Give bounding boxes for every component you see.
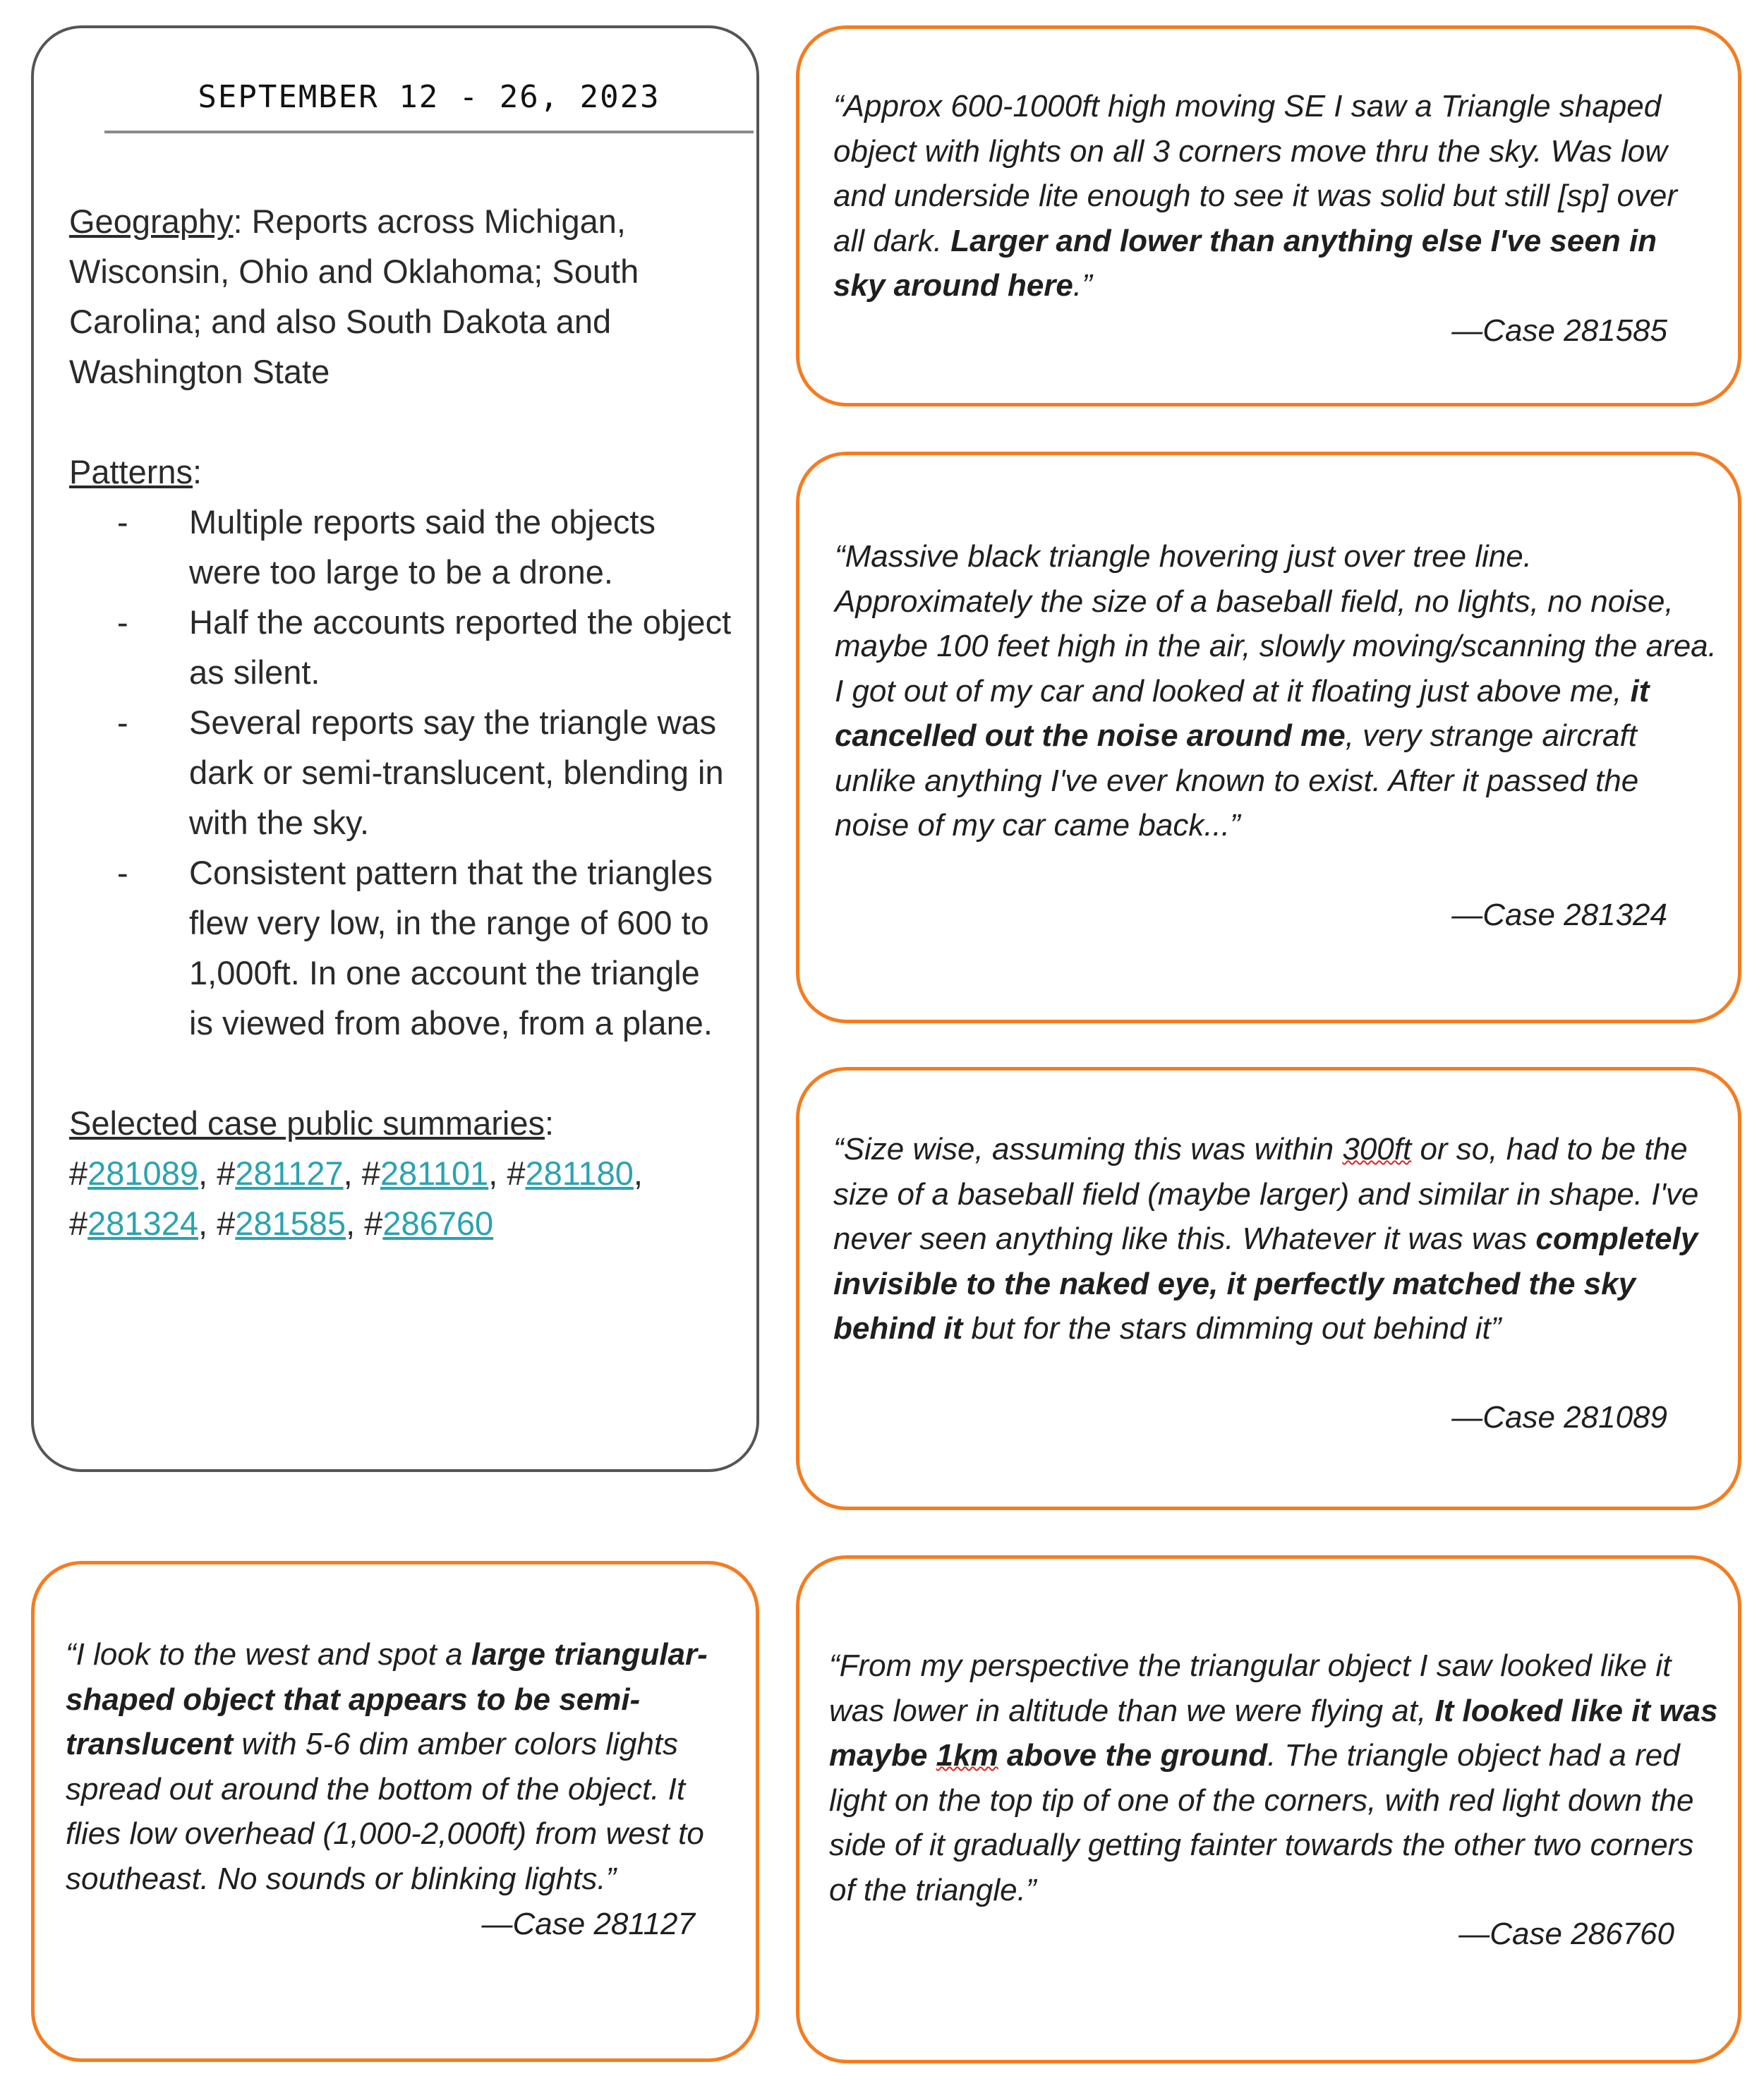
quote-text: “Massive black triangle hovering just over tree line. Approximately the size of a baseball field, no lights, no noise, maybe 100 feet high in the air, slowly moving/scanning the area. I got out of my car and looked at it floating just above me, it cancelled out the noise around me, very strange aircraft unlike anything I've ever known to exist. After it passed the noise of my car came back...” xyxy=(835,539,1717,843)
spellcheck-word: 300ft xyxy=(1342,1132,1412,1166)
geography-paragraph xyxy=(69,196,732,397)
quote-emphasis: it cancelled out the noise around me xyxy=(835,673,1650,753)
selected-heading: Selected case public summaries: xyxy=(69,1104,555,1142)
patterns-heading: Patterns: xyxy=(69,453,203,490)
case-attribution: —Case 281089 xyxy=(1451,1400,1667,1435)
quote-emphasis: completely invisible to the naked eye, it perfectly matched the sky behind it xyxy=(833,1222,1698,1346)
quote-emphasis: Larger and lower than anything else I've seen in sky around here xyxy=(833,223,1657,303)
patterns-list xyxy=(69,497,732,1048)
summary-card xyxy=(31,25,759,1472)
geography-text: : Reports across Michigan, Wisconsin, Ohio and Oklahoma; South Carolina; and also South Dakota and Washington State xyxy=(69,203,639,390)
case-attribution: —Case 281324 xyxy=(1451,898,1667,932)
quote-card-281089 xyxy=(796,1067,1741,1510)
case-link-281101[interactable]: 281101 xyxy=(380,1154,489,1192)
case-link-281324[interactable]: 281324 xyxy=(87,1205,198,1242)
case-link-286760[interactable]: 286760 xyxy=(382,1205,494,1242)
bullet-dash: - xyxy=(117,854,128,891)
bullet-dash: - xyxy=(117,704,128,741)
case-link-281180[interactable]: 281180 xyxy=(525,1154,634,1192)
quote-text: “From my perspective the triangular object I saw looked like it was lower in altitude than we were flying at, It looked like it was maybe 1km above the ground. The triangle object had a red light on the top tip of one of the corners, with red light down the side of it gradually getting fainter towards the other two corners of the triangle.” xyxy=(829,1648,1718,1907)
pattern-item: - Consistent pattern that the triangles flew very low, in the range of 600 to 1,000ft. In one account the triangle is viewed from above, from a plane. xyxy=(69,848,732,1048)
case-link-281585[interactable]: 281585 xyxy=(235,1205,346,1242)
quote-text: “I look to the west and spot a large triangular-shaped object that appears to be semi-translucent with 5-6 dim amber colors lights spread out around the bottom of the object. It flies low overhead (1,000-2,000ft) from west to southeast. No sounds or blinking lights.” xyxy=(66,1637,708,1896)
case-link-281127[interactable]: 281127 xyxy=(235,1154,344,1192)
case-link-281089[interactable]: 281089 xyxy=(87,1154,198,1192)
pattern-item: - Half the accounts reported the object as silent. xyxy=(69,597,732,697)
patterns-label: Patterns xyxy=(69,453,193,490)
spellcheck-word: 1km xyxy=(936,1738,998,1773)
quote-text: “Approx 600-1000ft high moving SE I saw a Triangle shaped object with lights on all 3 corners move thru the sky. Was low and underside lite enough to see it was solid but still [sp] over all dark. Larger and lower than anything else I've seen in sky around here.” xyxy=(833,89,1678,303)
date-range-heading: SEPTEMBER 12 - 26, 2023 xyxy=(104,79,754,133)
quote-emphasis: large triangular-shaped object that appears to be semi-translucent xyxy=(66,1637,708,1761)
case-links: #281089, #281127, #281101, #281180, #281324, #281585, #286760 xyxy=(69,1154,643,1242)
case-attribution: —Case 281585 xyxy=(1451,313,1667,348)
quote-card-286760 xyxy=(796,1555,1741,2063)
summary-body xyxy=(69,196,732,1248)
quote-card-281127 xyxy=(31,1561,759,2062)
geography-label: Geography xyxy=(69,203,234,240)
bullet-dash: - xyxy=(117,603,128,641)
selected-label: Selected case public summaries xyxy=(69,1104,545,1142)
case-attribution: —Case 286760 xyxy=(1458,1917,1674,1951)
pattern-item: - Multiple reports said the objects were too large to be a drone. xyxy=(69,497,732,597)
quote-emphasis: It looked like it was maybe 1km above the ground xyxy=(829,1693,1718,1773)
pattern-item: - Several reports say the triangle was dark or semi-translucent, blending in with the sky. xyxy=(69,697,732,848)
case-attribution: —Case 281127 xyxy=(481,1907,695,1941)
quote-card-281585 xyxy=(796,25,1741,406)
quote-text: “Size wise, assuming this was within 300ft or so, had to be the size of a baseball field (maybe larger) and similar in shape. I've never seen anything like this. Whatever it was was completely invisible to the naked eye, it perfectly matched the sky behind it but for the stars dimming out behind it” xyxy=(833,1132,1699,1346)
bullet-dash: - xyxy=(117,503,128,541)
quote-card-281324 xyxy=(796,452,1741,1023)
